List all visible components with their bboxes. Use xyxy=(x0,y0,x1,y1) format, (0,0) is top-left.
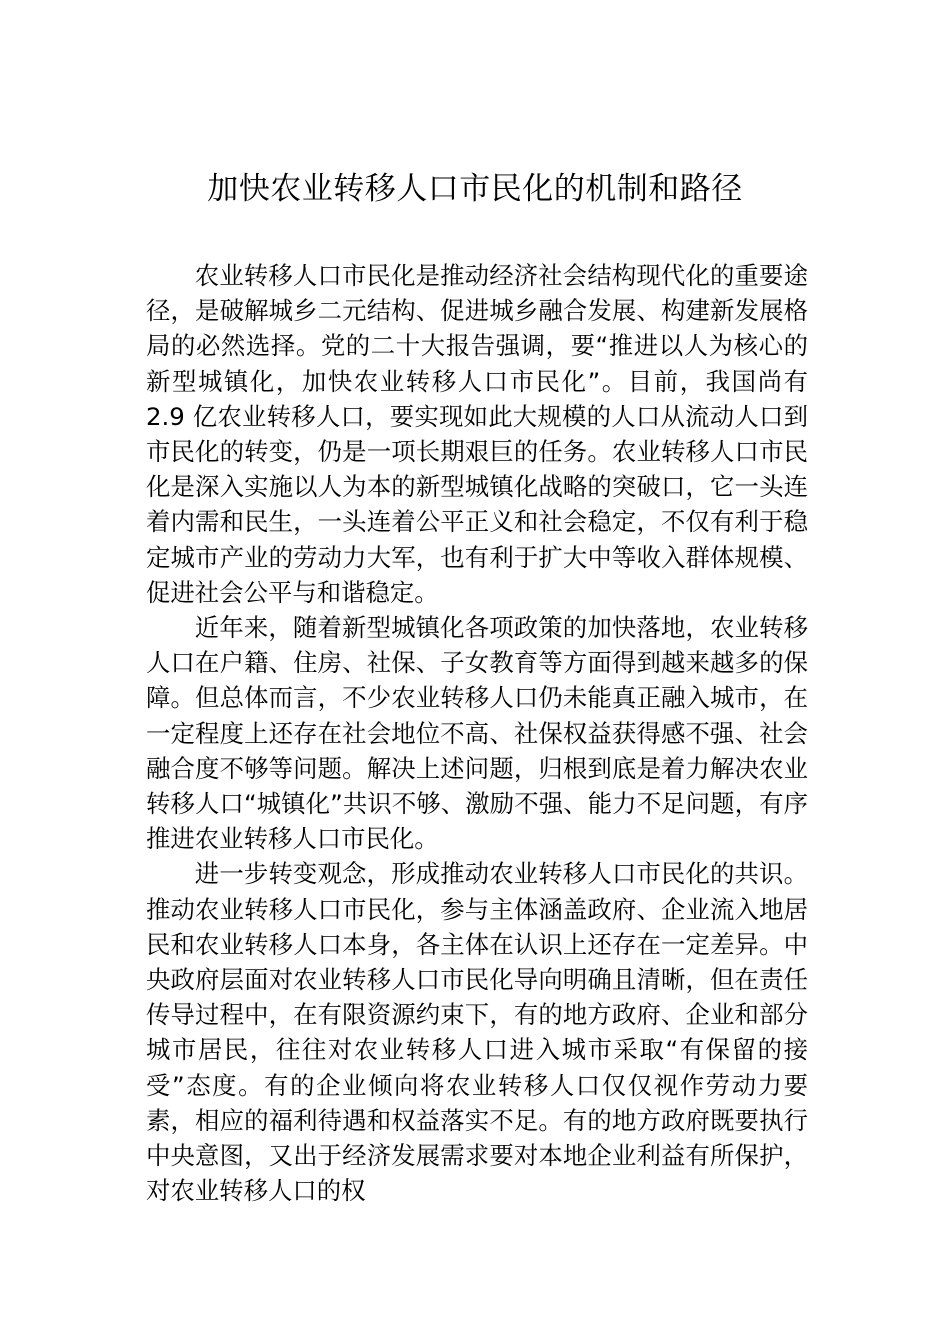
paragraph-1: 农业转移人口市民化是推动经济社会结构现代化的重要途径，是破解城乡二元结构、促进城乡融合发展、构建新发展格局的必然选择。党的二十大报告强调，要“推进以人为核心的新型城镇化，加快农业转移人口市民化”。目前，我国尚有 2.9 亿农业转移人口，要实现如此大规模的人口从流动人口到市民化的转变，仍是一项长期艰巨的任务。农业转移人口市民化是深入实施以人为本的新型城镇化战略的突破口，它一头连着内需和民生，一头连着公平正义和社会稳定，不仅有利于稳定城市产业的劳动力大军，也有利于扩大中等收入群体规模、促进社会公平与和谐稳定。 xyxy=(146,261,808,607)
paragraph-2: 近年来，随着新型城镇化各项政策的加快落地，农业转移人口在户籍、住房、社保、子女教育等方面得到越来越多的保障。但总体而言，不少农业转移人口仍未能真正融入城市，在一定程度上还存在社会地位不高、社保权益获得感不强、社会融合度不够等问题。解决上述问题，归根到底是着力解决农业转移人口“城镇化”共识不够、激励不强、能力不足问题，有序推进农业转移人口市民化。 xyxy=(146,613,808,854)
document-title: 加快农业转移人口市民化的机制和路径 xyxy=(207,171,743,207)
document-body xyxy=(146,258,808,1208)
paragraph-3: 进一步转变观念，形成推动农业转移人口市民化的共识。推动农业转移人口市民化，参与主体涵盖政府、企业流入地居民和农业转移人口本身，各主体在认识上还存在一定差异。中央政府层面对农业转移人口市民化导向明确且清晰，但在责任传导过程中，在有限资源约束下，有的地方政府、企业和部分城市居民，往往对农业转移人口进入城市采取“有保留的接受”态度。有的企业倾向将农业转移人口仅仅视作劳动力要素，相应的福利待遇和权益落实不足。有的地方政府既要执行中央意图，又出于经济发展需求要对本地企业利益有所保护，对农业转移人口的权 xyxy=(146,859,808,1206)
